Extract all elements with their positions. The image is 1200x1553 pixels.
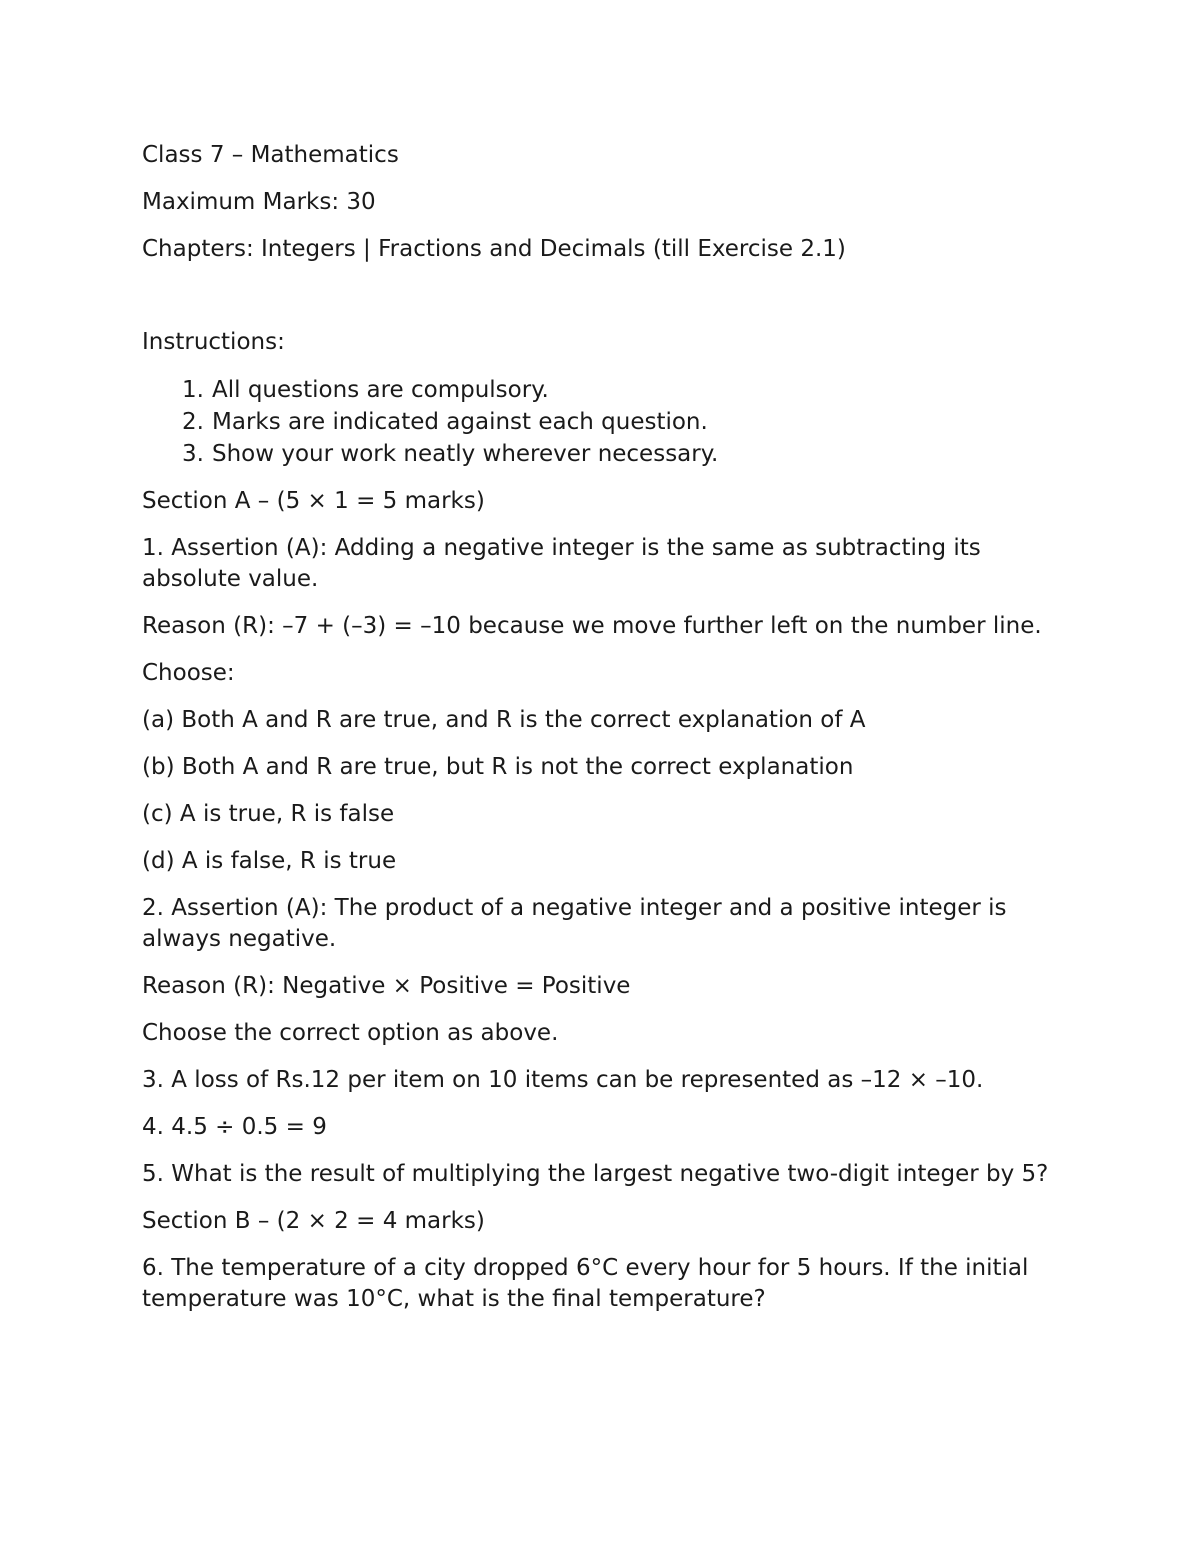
instruction-number: 3.: [182, 441, 204, 467]
question-1-reason: Reason (R): –7 + (–3) = –10 because we move further left on the number line.: [142, 613, 1042, 639]
instruction-item: [142, 438, 1062, 470]
chapters-line: Chapters: Integers | Fractions and Decimals (till Exercise 2.1): [142, 236, 846, 262]
option-d: (d) A is false, R is true: [142, 848, 397, 874]
question-2-reason: Reason (R): Negative × Positive = Positive: [142, 973, 631, 999]
question-4: 4. 4.5 ÷ 0.5 = 9: [142, 1114, 327, 1140]
instruction-text: All questions are compulsory.: [212, 377, 549, 403]
question-6: 6. The temperature of a city dropped 6°C every hour for 5 hours. If the initial temperature was 10°C, what is the final temperature?: [142, 1255, 1029, 1312]
instruction-item: [142, 406, 1062, 438]
question-3: 3. A loss of Rs.12 per item on 10 items can be represented as –12 × –10.: [142, 1067, 984, 1093]
option-b: (b) Both A and R are true, but R is not the correct explanation: [142, 754, 854, 780]
document-page: [142, 140, 1062, 1331]
max-marks: Maximum Marks: 30: [142, 189, 376, 215]
question-2-choose: Choose the correct option as above.: [142, 1020, 559, 1046]
instruction-text: Show your work neatly wherever necessary.: [212, 441, 719, 467]
question-1-assertion: 1. Assertion (A): Adding a negative integer is the same as subtracting its absolute value.: [142, 535, 981, 592]
option-c: (c) A is true, R is false: [142, 801, 395, 827]
question-5: 5. What is the result of multiplying the largest negative two-digit integer by 5?: [142, 1161, 1049, 1187]
instructions-list: [142, 374, 1062, 470]
option-a: (a) Both A and R are true, and R is the correct explanation of A: [142, 707, 866, 733]
instruction-number: 2.: [182, 409, 204, 435]
instruction-item: [142, 374, 1062, 406]
document-title: Class 7 – Mathematics: [142, 142, 399, 168]
instruction-number: 1.: [182, 377, 204, 403]
section-a-heading: Section A – (5 × 1 = 5 marks): [142, 488, 485, 514]
question-2-assertion: 2. Assertion (A): The product of a negative integer and a positive integer is always negative.: [142, 895, 1007, 952]
section-b-heading: Section B – (2 × 2 = 4 marks): [142, 1208, 485, 1234]
instruction-text: Marks are indicated against each question.: [212, 409, 708, 435]
question-1-choose: Choose:: [142, 660, 235, 686]
instructions-heading: Instructions:: [142, 329, 285, 355]
